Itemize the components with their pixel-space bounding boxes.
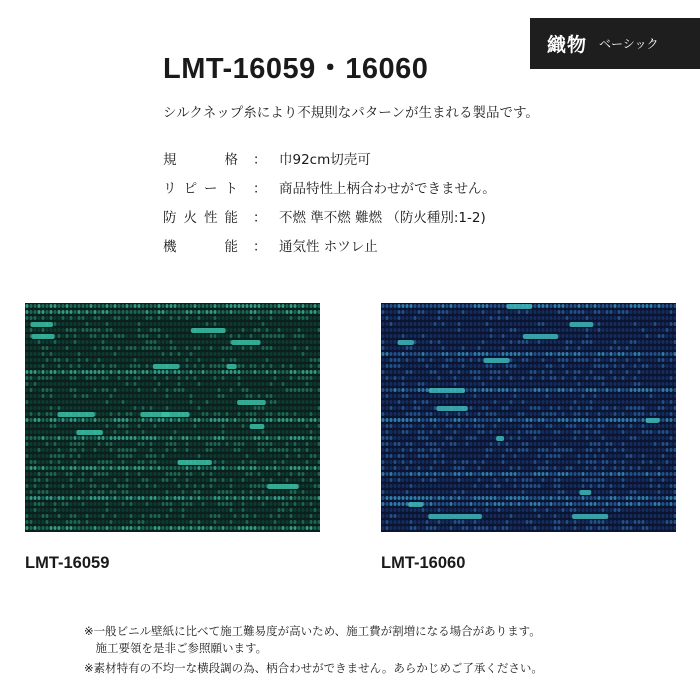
note-line: ※一般ビニル壁紙に比べて施工難易度が高いため、施工費が割増になる場合があります。 [84,624,541,638]
swatch-code-label: LMT-16059 [25,554,110,572]
spec-label: 機能 [163,239,238,255]
spec-value: 不燃 準不燃 難燃 （防火種別:1-2) [279,210,486,226]
spec-value: 巾92cm切売可 [279,152,371,168]
note-line: 施工要領を是非ご参照願います。 [84,641,268,655]
spec-colon: ： [253,210,267,226]
note-line: ※素材特有の不均一な横段調の為、柄合わせができません。あらかじめご了承ください。 [84,661,543,675]
category-label: 織物 [547,34,588,56]
category-badge [530,18,700,69]
woven-texture [25,303,320,532]
spec-colon: ： [253,152,267,168]
swatch-code-label: LMT-16060 [381,554,466,572]
spec-label: リピート [163,181,238,197]
spec-colon: ： [253,181,267,197]
product-title: LMT-16059・16060 [163,53,429,85]
spec-label: 規格 [163,152,238,168]
spec-value: 商品特性上柄合わせができません。 [279,181,496,197]
category-sub-label: ベーシック [599,37,659,51]
spec-colon: ： [253,239,267,255]
spec-label: 防火性能 [163,210,238,226]
spec-value: 通気性 ホツレ止 [279,239,378,255]
fabric-swatch-image [381,303,676,532]
woven-texture [381,303,676,532]
product-description: シルクネップ糸により不規則なパターンが生まれる製品です。 [163,105,539,121]
fabric-swatch-image [25,303,320,532]
